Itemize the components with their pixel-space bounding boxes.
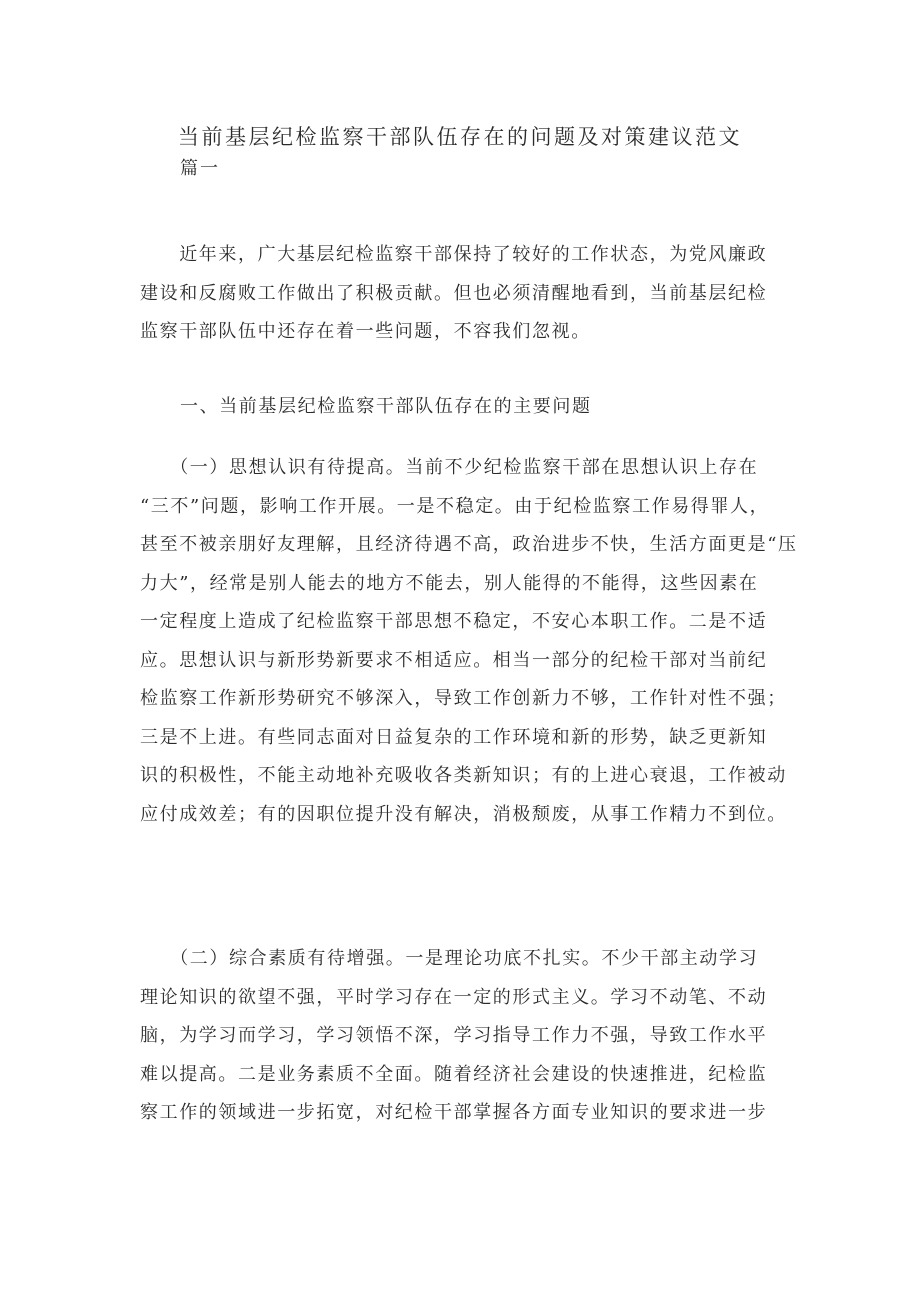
text-line: 脑，为学习而学习，学习领悟不深，学习指导工作力不强，导致工作水平	[140, 1025, 768, 1046]
section-heading: 一、当前基层纪检监察干部队伍存在的主要问题	[180, 396, 592, 417]
paragraph-thought	[140, 449, 798, 834]
text-line: 监察干部队伍中还存在着一些问题，不容我们忽视。	[140, 321, 591, 342]
part-label: 篇一	[180, 158, 220, 179]
text-line: 应付成效差；有的因职位提升没有解决，消极颓废，从事工作精力不到位。	[140, 803, 787, 825]
text-line: 近年来，广大基层纪检监察干部保持了较好的工作状态，为党风廉政	[140, 244, 768, 265]
text-line: 力大”，经常是别人能去的地方不能去，别人能得的不能得，这些因素在	[140, 572, 759, 594]
text-line: “三不”问题，影响工作开展。一是不稳定。由于纪检监察工作易得罪人，	[140, 495, 770, 517]
text-line: （一）思想认识有待提高。当前不少纪检监察干部在思想认识上存在	[140, 457, 759, 478]
text-line: 检监察工作新形势研究不够深入，导致工作创新力不够，工作针对性不强；	[140, 688, 787, 709]
text-line: 识的积极性，不能主动地补充吸收各类新知识；有的上进心衰退，工作被动	[140, 765, 787, 786]
intro-paragraph	[140, 236, 785, 352]
text-line: 三是不上进。有些同志面对日益复杂的工作环境和新的形势，缺乏更新知	[140, 726, 768, 748]
text-line: 一定程度上造成了纪检监察干部思想不稳定，不安心本职工作。二是不适	[140, 611, 768, 632]
text-line: （二）综合素质有待增强。一是理论功底不扎实。不少干部主动学习	[140, 948, 759, 969]
text-line: 应。思想认识与新形势新要求不相适应。相当一部分的纪检干部对当前纪	[140, 649, 768, 671]
text-line: 甚至不被亲朋好友理解，且经济待遇不高，政治进步不快，生活方面更是“压	[140, 534, 798, 555]
text-line: 建设和反腐败工作做出了积极贡献。但也必须清醒地看到，当前基层纪检	[140, 282, 768, 304]
text-line: 难以提高。二是业务素质不全面。随着经济社会建设的快速推进，纪检监	[140, 1063, 768, 1085]
document-title: 当前基层纪检监察干部队伍存在的问题及对策建议范文	[178, 125, 742, 149]
text-line: 理论知识的欲望不强，平时学习存在一定的形式主义。学习不动笔、不动	[140, 986, 768, 1008]
paragraph-quality	[140, 940, 785, 1133]
text-line: 察工作的领域进一步拓宽，对纪检干部掌握各方面专业知识的要求进一步	[140, 1102, 768, 1123]
